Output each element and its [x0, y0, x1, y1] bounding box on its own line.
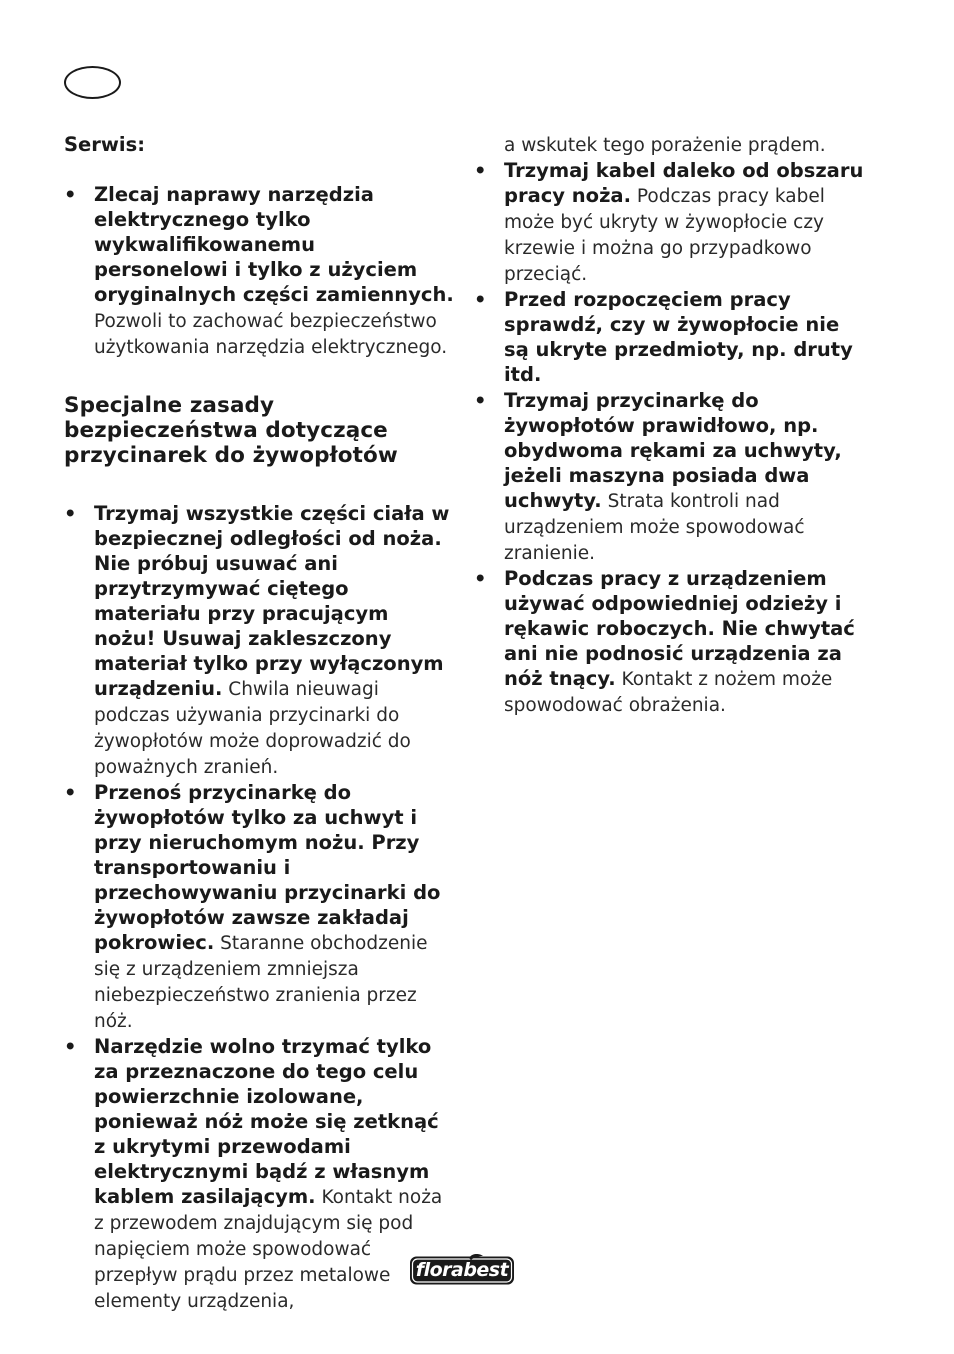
item-normal-text: Strata kontroli nad urządzeniem może spowodować zranienie. [504, 491, 805, 564]
bullet-icon: • [474, 159, 487, 182]
item-bold-text: Trzymaj przycinarkę do żywopłotów prawidłowo, np. obydwoma rękami za uchwyty, jeżeli maszyna posiada dwa uchwyty. [504, 389, 842, 512]
bullet-icon: • [474, 288, 487, 311]
item-bold-text: Trzymaj kabel daleko od obszaru pracy noża. [504, 159, 864, 207]
item-bold-text: Narzędzie wolno trzymać tylko za przeznaczone do tego celu powierzchnie izolowane, ponieważ nóż może się zetknąć z ukrytymi przewodami elektrycznymi bądź z własnym kablem zasilającym. [94, 1035, 439, 1208]
special-rules-heading: Specjalne zasady bezpieczeństwa dotyczące przycinarek do żywopłotów [64, 393, 398, 468]
list-item [64, 501, 454, 780]
bullet-icon: • [64, 502, 77, 525]
special-rules-list [64, 501, 454, 1314]
item-bold-text: Trzymaj wszystkie części ciała w bezpiecznej odległości od noża. Nie próbuj usuwać ani przytrzymywać ciętego materiału przy pracującym nożu! Usuwaj zakleszczony materiał tylko przy wyłączonym urządzeniu. [94, 502, 450, 700]
item-normal-text: Staranne obchodzenie się z urządzeniem zmniejsza niebezpieczeństwo zranienia przez nóż. [94, 933, 428, 1032]
list-item [474, 566, 864, 718]
list-item [474, 158, 864, 287]
service-list [64, 182, 454, 360]
list-item [474, 388, 864, 566]
bullet-icon: • [64, 781, 77, 804]
item-bold-text: Przenoś przycinarkę do żywopłotów tylko za uchwyt i przy nieruchomym nożu. Przy transportowaniu i przechowywaniu przycinarki do żywopłotów zawsze zakładaj pokrowiec. [94, 781, 441, 954]
right-list [474, 158, 864, 718]
language-badge-oval [64, 66, 121, 99]
item-bold-text: Podczas pracy z urządzeniem używać odpowiedniej odzieży i rękawic roboczych. Nie chwytać ani nie podnosić urządzenia za nóż tnący. [504, 567, 855, 690]
item-bold-text: Przed rozpoczęciem pracy sprawdź, czy w żywopłocie nie są ukryte przedmioty, np. druty itd. [504, 288, 853, 386]
item-bold-text: Zlecaj naprawy narzędzia elektrycznego tylko wykwalifikowanemu personelowi i tylko z użyciem oryginalnych części zamiennych. [94, 183, 454, 306]
continuation-text [504, 132, 864, 158]
item-normal-text: Kontakt noża z przewodem znajdującym się pod napięciem może spowodować przepływ prądu przez metalowe elementy urządzenia, [94, 1187, 443, 1312]
list-item [64, 780, 454, 1034]
service-heading: Serwis: [64, 133, 145, 156]
florabest-logo [409, 1254, 515, 1286]
bullet-icon: • [474, 567, 487, 590]
logo-text: florabest [415, 1259, 509, 1281]
list-item [64, 182, 454, 360]
bullet-icon: • [474, 389, 487, 412]
list-item [474, 287, 864, 388]
item-normal-text: Chwila nieuwagi podczas używania przycinarki do żywopłotów może doprowadzić do poważnych zranień. [94, 679, 411, 778]
list-item [64, 1034, 454, 1314]
continuation-normal-text: a wskutek tego porażenie prądem. [504, 135, 826, 156]
item-normal-text: Kontakt z nożem może spowodować obrażenia. [504, 669, 833, 716]
bullet-icon: • [64, 183, 77, 206]
right-column [474, 132, 864, 718]
item-normal-text: Podczas pracy kabel może być ukryty w żywopłocie czy krzewie i można go przypadkowo przeciąć. [504, 186, 825, 285]
bullet-icon: • [64, 1035, 77, 1058]
item-normal-text: Pozwoli to zachować bezpieczeństwo użytkowania narzędzia elektrycznego. [94, 311, 448, 358]
left-column [64, 132, 454, 1314]
